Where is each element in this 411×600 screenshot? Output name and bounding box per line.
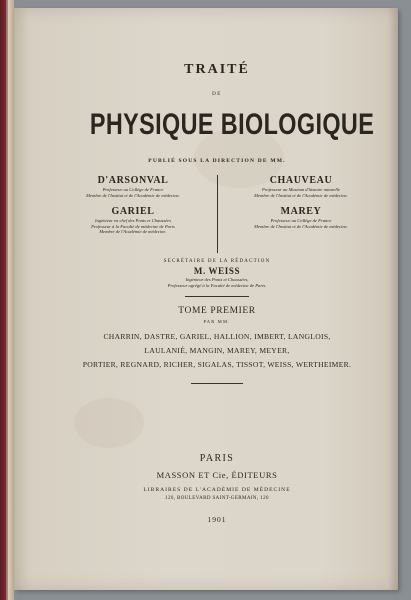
director-name: D'ARSONVAL (97, 175, 169, 186)
divider-rule (185, 296, 249, 297)
directors-block (54, 173, 380, 259)
book-spine-edge (0, 0, 14, 600)
authors-line: LAULANIÉ, MANGIN, MAREY, MEYER, (144, 346, 290, 356)
director-credential: Professeur au Collège de France (102, 187, 164, 192)
publisher-block (54, 453, 380, 525)
publisher-city: PARIS (199, 453, 235, 464)
director-credential: Professeur à la Faculté de médecine de Paris (91, 223, 175, 229)
par-mm-line: PAR MM. (203, 319, 231, 325)
director-credential: Membre de l'Académie de médecine. (99, 229, 167, 235)
director-credential: Membre de l'Institut et de l'Académie de médecine. (254, 192, 348, 198)
director-name: CHAUVEAU (269, 175, 333, 186)
authors-list (54, 330, 380, 372)
paper-stain (74, 398, 144, 448)
title-main: PHYSIQUE BIOLOGIQUE (89, 108, 375, 141)
publisher-libraires: LIBRAIRES DE L'ACADÉMIE DE MÉDECINE (143, 487, 291, 493)
director-credential: Membre de l'Institut et de l'Académie de médecine. (254, 223, 348, 229)
directors-left-column (54, 173, 212, 235)
secretary-name: M. WEISS (193, 266, 241, 276)
director-credential: Professeur au Collège de France (270, 218, 332, 224)
publication-year: 1901 (207, 515, 227, 524)
title-traite: TRAITÉ (184, 62, 250, 77)
secretaire-heading: SECRÉTAIRE DE LA RÉDACTION (163, 259, 271, 264)
director-name: MAREY (280, 206, 322, 218)
director-credential: Ingénieur en chef des Ponts et Chaussées (94, 218, 172, 224)
divider-rule (191, 383, 243, 384)
title-de: DE (212, 92, 222, 97)
secretary-credential: Ingénieur des Ponts et Chaussées, (185, 277, 249, 282)
director-credential: Membre de l'Institut et de l'Académie de médecine. (86, 192, 180, 198)
authors-line: PORTIER, REGNARD, RICHER, SIGALAS, TISSOT, WEISS, WERTHEIMER. (82, 360, 352, 370)
tome-heading: TOME PREMIER (178, 306, 256, 317)
publisher-name: MASSON ET Cie, ÉDITEURS (156, 470, 278, 480)
secretary-credential: Professeur agrégé à la Faculté de médecine de Paris. (167, 282, 267, 288)
director-credential: Professeur au Muséum d'histoire naturelle (261, 187, 341, 192)
directors-divider (217, 175, 218, 253)
publie-line: PUBLIÉ SOUS LA DIRECTION DE MM. (148, 158, 286, 164)
publisher-address: 120, BOULEVARD SAINT-GERMAIN, 120 (165, 496, 269, 501)
title-page (14, 8, 398, 590)
authors-line: CHARRIN, DASTRE, GARIEL, HALLION, IMBERT, LANGLOIS, (103, 332, 331, 342)
directors-right-column (222, 173, 380, 229)
page-shadow (388, 8, 398, 590)
title-block (54, 62, 380, 384)
director-name: GARIEL (111, 206, 155, 218)
